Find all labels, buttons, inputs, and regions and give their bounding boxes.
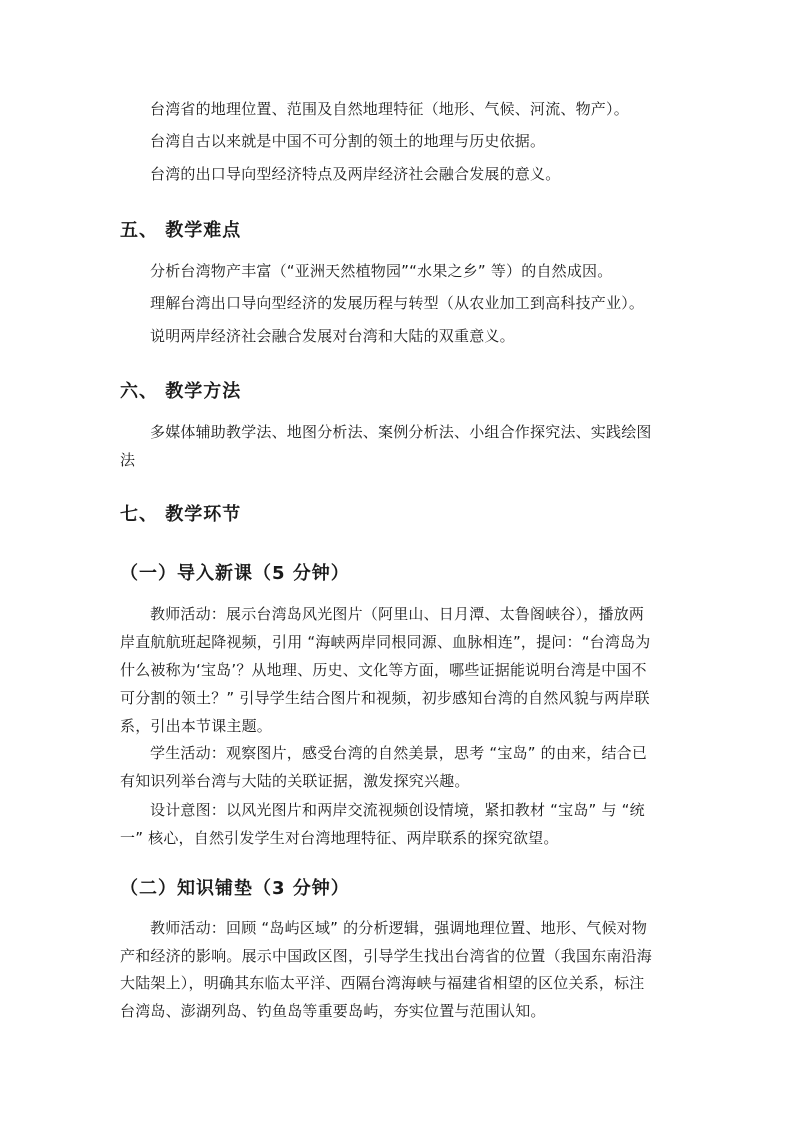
difficulty-line-3: 说明两岸经济社会融合发展对台湾和大陆的双重意义。 xyxy=(150,327,515,345)
part-1-teacher-line-3: 什么被称为‘宝岛’？从地理、历史、文化等方面，哪些证据能说明台湾是中国不 xyxy=(120,661,647,679)
section-5-heading: 五、 教学难点 xyxy=(120,220,242,241)
objective-line-3: 台湾的出口导向型经济特点及两岸经济社会融合发展的意义。 xyxy=(150,165,561,183)
part-2-heading: （二）知识铺垫（3 分钟） xyxy=(120,878,350,899)
difficulty-line-2: 理解台湾出口导向型经济的发展历程与转型（从农业加工到高科技产业）。 xyxy=(150,294,645,312)
difficulty-line-1: 分析台湾物产丰富（“亚洲天然植物园”“水果之乡” 等）的自然成因。 xyxy=(150,262,613,280)
part-1-teacher-line-2: 岸直航航班起降视频，引用 “海峡两岸同根同源、血脉相连”，提问：“台湾岛为 xyxy=(120,633,651,651)
part-2-teacher-line-4: 台湾岛、澎湖列岛、钓鱼岛等重要岛屿，夯实位置与范围认知。 xyxy=(120,1002,546,1020)
part-1-teacher-line-4: 可分割的领土？” 引导学生结合图片和视频，初步感知台湾的自然风貌与两岸联 xyxy=(120,689,650,707)
part-2-teacher-line-2: 产和经济的影响。展示中国政区图，引导学生找出台湾省的位置（我国东南沿海 xyxy=(120,947,653,965)
section-6-heading: 六、 教学方法 xyxy=(120,381,242,402)
part-1-teacher-line-5: 系，引出本节课主题。 xyxy=(120,717,273,735)
part-2-teacher-line-1: 教师活动：回顾 “岛屿区域” 的分析逻辑，强调地理位置、地形、气候对物 xyxy=(150,919,648,937)
section-7-heading: 七、 教学环节 xyxy=(120,504,242,525)
part-1-heading: （一）导入新课（5 分钟） xyxy=(120,563,350,584)
method-line-1: 多媒体辅助教学法、地图分析法、案例分析法、小组合作探究法、实践绘图 xyxy=(150,423,652,441)
part-2-teacher-line-3: 大陆架上），明确其东临太平洋、西隔台湾海峡与福建省相望的区位关系，标注 xyxy=(120,974,645,992)
objective-line-2: 台湾自古以来就是中国不可分割的领土的地理与历史依据。 xyxy=(150,132,546,150)
method-line-2: 法 xyxy=(120,451,136,469)
part-1-teacher-line-1: 教师活动：展示台湾岛风光图片（阿里山、日月潭、太鲁阁峡谷），播放两 xyxy=(150,605,645,623)
part-1-student-line-1: 学生活动：观察图片，感受台湾的自然美景，思考 “宝岛” 的由来，结合已 xyxy=(150,744,648,762)
part-1-design-line-2: 一” 核心，自然引发学生对台湾地理特征、两岸联系的探究欲望。 xyxy=(120,829,559,847)
objective-line-1: 台湾省的地理位置、范围及自然地理特征（地形、气候、河流、物产）。 xyxy=(150,100,629,118)
part-1-design-line-1: 设计意图：以风光图片和两岸交流视频创设情境，紧扣教材 “宝岛” 与 “统 xyxy=(150,801,645,819)
part-1-student-line-2: 有知识列举台湾与大陆的关联证据，激发探究兴趣。 xyxy=(120,772,470,790)
